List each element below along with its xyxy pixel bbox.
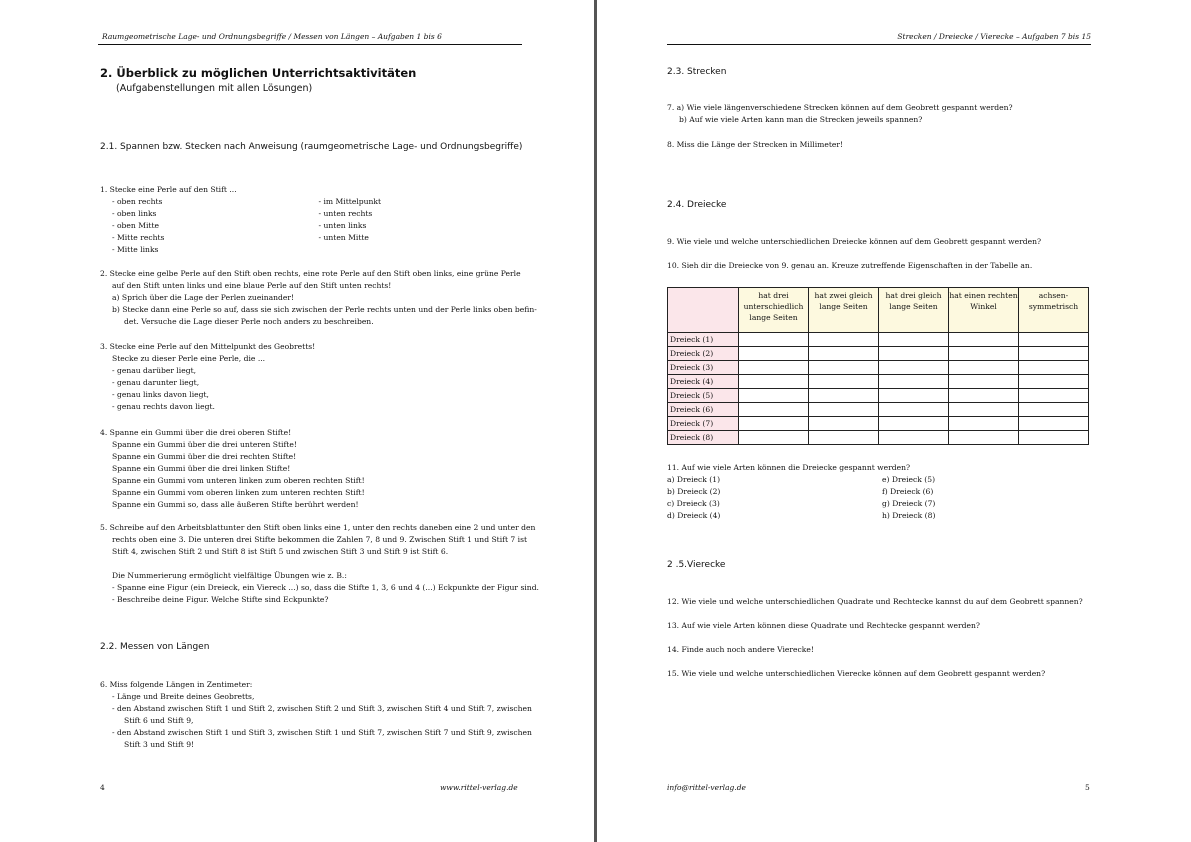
column-header: hat zwei gleich lange Seiten xyxy=(809,288,879,333)
text-line: a) Sprich über die Lage der Perlen zueinander! xyxy=(112,293,295,302)
text-line: - genau darunter liegt, xyxy=(112,378,200,387)
checkbox-cell[interactable] xyxy=(1019,431,1089,445)
task-1-intro: 1. Stecke eine Perle auf den Stift ... xyxy=(100,185,237,194)
text-line: b) Auf wie viele Arten kann man die Strecken jeweils spannen? xyxy=(679,115,923,124)
task-11-col1 xyxy=(667,474,882,522)
checkbox-cell[interactable] xyxy=(879,347,949,361)
text-line: Die Nummerierung ermöglicht vielfältige Übungen wie z. B.: xyxy=(112,571,347,580)
task-11-col2 xyxy=(882,474,1097,522)
task-2 xyxy=(100,268,540,328)
section-heading-2-3: 2.3. Strecken xyxy=(667,67,727,77)
list-item: - im Mittelpunkt xyxy=(318,197,382,206)
row-label: Dreieck (3) xyxy=(668,361,739,375)
list-item: - oben links xyxy=(112,209,157,218)
text-line: 6. Miss folgende Längen in Zentimeter: xyxy=(100,680,253,689)
text-line: Stift 3 und Stift 9! xyxy=(124,740,195,749)
checkbox-cell[interactable] xyxy=(1019,389,1089,403)
left-page xyxy=(0,0,594,842)
text-line: 4. Spanne ein Gummi über die drei oberen Stifte! xyxy=(100,428,292,437)
right-page-header: Strecken / Dreiecke / Vierecke – Aufgaben 7 bis 15 xyxy=(897,32,1091,41)
checkbox-cell[interactable] xyxy=(739,347,809,361)
text-line: - Spanne eine Figur (ein Dreieck, ein Viereck ...) so, dass die Stifte 1, 3, 6 und 4 (...) Eckpunkte der Figur sind. xyxy=(112,583,539,592)
checkbox-cell[interactable] xyxy=(879,417,949,431)
text-line: - genau links davon liegt, xyxy=(112,390,209,399)
row-label: Dreieck (1) xyxy=(668,333,739,347)
task-5 xyxy=(100,522,540,606)
table-corner-cell xyxy=(668,288,739,333)
checkbox-cell[interactable] xyxy=(739,417,809,431)
task-6 xyxy=(100,679,540,751)
list-item: a) Dreieck (1) xyxy=(667,475,721,484)
task-13: 13. Auf wie viele Arten können diese Quadrate und Rechtecke gespannt werden? xyxy=(667,621,980,630)
text-line: - Beschreibe deine Figur. Welche Stifte sind Eckpunkte? xyxy=(112,595,329,604)
section-heading-2-4: 2.4. Dreiecke xyxy=(667,200,727,210)
text-line: Spanne ein Gummi vom unteren linken zum oberen rechten Stift! xyxy=(112,476,365,485)
task-7 xyxy=(667,102,1107,126)
task-4 xyxy=(100,427,525,511)
text-line: Spanne ein Gummi so, dass alle äußeren Stifte berührt werden! xyxy=(112,500,359,509)
section-heading-2-5: 2 .5.Vierecke xyxy=(667,560,726,570)
row-label: Dreieck (4) xyxy=(668,375,739,389)
checkbox-cell[interactable] xyxy=(949,375,1019,389)
row-label: Dreieck (5) xyxy=(668,389,739,403)
checkbox-cell[interactable] xyxy=(809,431,879,445)
text-line: 5. Schreibe auf den Arbeitsblattunter den Stift oben links eine 1, unter den rechts daneben eine 2 und unter den xyxy=(100,523,536,532)
section-heading-2-2: 2.2. Messen von Längen xyxy=(100,642,210,652)
checkbox-cell[interactable] xyxy=(879,375,949,389)
text-line: Spanne ein Gummi vom oberen linken zum unteren rechten Stift! xyxy=(112,488,365,497)
footer-email: info@rittel-verlag.de xyxy=(667,783,746,792)
row-label: Dreieck (7) xyxy=(668,417,739,431)
task-12: 12. Wie viele und welche unterschiedlichen Quadrate und Rechtecke kannst du auf dem Geobrett spannen? xyxy=(667,597,1083,606)
footer-url: www.rittel-verlag.de xyxy=(440,783,518,792)
task-10: 10. Sieh dir die Dreiecke von 9. genau an. Kreuze zutreffende Eigenschaften in der Tabelle an. xyxy=(667,261,1033,270)
text-line: Spanne ein Gummi über die drei rechten Stifte! xyxy=(112,452,297,461)
checkbox-cell[interactable] xyxy=(1019,403,1089,417)
checkbox-cell[interactable] xyxy=(949,403,1019,417)
checkbox-cell[interactable] xyxy=(809,389,879,403)
task-1-col1 xyxy=(112,196,319,256)
text-line: Spanne ein Gummi über die drei unteren Stifte! xyxy=(112,440,297,449)
text-line: 2. Stecke eine gelbe Perle auf den Stift oben rechts, eine rote Perle auf den Stift oben links, eine grüne Perle xyxy=(100,269,521,278)
checkbox-cell[interactable] xyxy=(949,361,1019,375)
task-1 xyxy=(100,184,525,256)
checkbox-cell[interactable] xyxy=(739,403,809,417)
text-line: Stift 4, zwischen Stift 2 und Stift 8 ist Stift 5 und zwischen Stift 3 und Stift 9 ist Stift 6. xyxy=(112,547,449,556)
checkbox-cell[interactable] xyxy=(879,431,949,445)
text-line: Stecke zu dieser Perle eine Perle, die ... xyxy=(112,354,266,363)
table-row xyxy=(668,333,1089,347)
text-line: 7. a) Wie viele längenverschiedene Strecken können auf dem Geobrett gespannt werden? xyxy=(667,103,1013,112)
page-number: 5 xyxy=(1085,783,1090,792)
list-item: - unten rechts xyxy=(318,209,373,218)
checkbox-cell[interactable] xyxy=(879,403,949,417)
checkbox-cell[interactable] xyxy=(1019,375,1089,389)
checkbox-cell[interactable] xyxy=(879,333,949,347)
checkbox-cell[interactable] xyxy=(739,333,809,347)
text-line: auf den Stift unten links und eine blaue Perle auf den Stift unten rechts! xyxy=(112,281,392,290)
task-1-col2 xyxy=(319,196,526,256)
text-line: Spanne ein Gummi über die drei linken Stifte! xyxy=(112,464,291,473)
table-row xyxy=(668,417,1089,431)
list-item: - oben rechts xyxy=(112,197,163,206)
row-label: Dreieck (8) xyxy=(668,431,739,445)
column-header: hat drei gleich lange Seiten xyxy=(879,288,949,333)
task-11-intro: 11. Auf wie viele Arten können die Dreiecke gespannt werden? xyxy=(667,463,911,472)
page-number: 4 xyxy=(100,783,105,792)
checkbox-cell[interactable] xyxy=(739,375,809,389)
page-title: 2. Überblick zu möglichen Unterrichtsaktivitäten xyxy=(100,66,417,80)
checkbox-cell[interactable] xyxy=(949,347,1019,361)
checkbox-cell[interactable] xyxy=(739,389,809,403)
list-item: - Mitte rechts xyxy=(112,233,165,242)
checkbox-cell[interactable] xyxy=(809,347,879,361)
text-line: - genau rechts davon liegt. xyxy=(112,402,215,411)
checkbox-cell[interactable] xyxy=(809,417,879,431)
checkbox-cell[interactable] xyxy=(1019,417,1089,431)
page-subtitle: (Aufgabenstellungen mit allen Lösungen) xyxy=(116,83,313,94)
checkbox-cell[interactable] xyxy=(809,403,879,417)
task-14: 14. Finde auch noch andere Vierecke! xyxy=(667,645,814,654)
text-line: - genau darüber liegt, xyxy=(112,366,197,375)
list-item: b) Dreieck (2) xyxy=(667,487,721,496)
column-header: hat einen rechten Winkel xyxy=(949,288,1019,333)
checkbox-cell[interactable] xyxy=(739,431,809,445)
section-heading-2-1: 2.1. Spannen bzw. Stecken nach Anweisung (raumgeometrische Lage- und Ordnungsbegriffe) xyxy=(100,142,523,152)
text-line: b) Stecke dann eine Perle so auf, dass sie sich zwischen der Perle rechts unten und der Perle links oben befin- xyxy=(112,305,537,314)
task-8: 8. Miss die Länge der Strecken in Millimeter! xyxy=(667,140,844,149)
task-15: 15. Wie viele und welche unterschiedlichen Vierecke können auf dem Geobrett gespannt werden? xyxy=(667,669,1046,678)
text-line: 3. Stecke eine Perle auf den Mittelpunkt des Geobretts! xyxy=(100,342,316,351)
column-header: hat drei unterschiedlich lange Seiten xyxy=(739,288,809,333)
text-line: - den Abstand zwischen Stift 1 und Stift 3, zwischen Stift 1 und Stift 7, zwischen Stift 7 und Stift 9, zwischen xyxy=(112,728,532,737)
list-item: h) Dreieck (8) xyxy=(882,511,936,520)
table-row xyxy=(668,361,1089,375)
checkbox-cell[interactable] xyxy=(949,389,1019,403)
list-item: f) Dreieck (6) xyxy=(882,487,934,496)
left-page-header: Raumgeometrische Lage- und Ordnungsbegriffe / Messen von Längen – Aufgaben 1 bis 6 xyxy=(102,32,442,41)
list-item: - unten Mitte xyxy=(318,233,369,242)
task-3 xyxy=(100,341,525,413)
header-rule xyxy=(98,44,522,45)
text-line: rechts oben eine 3. Die unteren drei Stifte bekommen die Zahlen 7, 8 und 9. Zwischen Stift 1 und Stift 7 ist xyxy=(112,535,528,544)
checkbox-cell[interactable] xyxy=(1019,347,1089,361)
properties-table xyxy=(667,287,1089,445)
header-rule xyxy=(667,44,1091,45)
column-header: achsen-symmetrisch xyxy=(1019,288,1089,333)
text-line: Stift 6 und Stift 9, xyxy=(124,716,194,725)
list-item: d) Dreieck (4) xyxy=(667,511,721,520)
list-item: c) Dreieck (3) xyxy=(667,499,720,508)
checkbox-cell[interactable] xyxy=(879,389,949,403)
table-row xyxy=(668,389,1089,403)
checkbox-cell[interactable] xyxy=(949,417,1019,431)
table-body xyxy=(668,333,1089,445)
row-label: Dreieck (6) xyxy=(668,403,739,417)
checkbox-cell[interactable] xyxy=(739,361,809,375)
table-row xyxy=(668,431,1089,445)
right-page xyxy=(597,0,1191,842)
table-row xyxy=(668,403,1089,417)
text-line: det. Versuche die Lage dieser Perle noch anders zu beschreiben. xyxy=(124,317,374,326)
checkbox-cell[interactable] xyxy=(949,333,1019,347)
table-row xyxy=(668,347,1089,361)
checkbox-cell[interactable] xyxy=(879,361,949,375)
checkbox-cell[interactable] xyxy=(809,333,879,347)
task-9: 9. Wie viele und welche unterschiedlichen Dreiecke können auf dem Geobrett gespannt werden? xyxy=(667,237,1042,246)
list-item: g) Dreieck (7) xyxy=(882,499,936,508)
checkbox-cell[interactable] xyxy=(949,431,1019,445)
list-item: - unten links xyxy=(318,221,367,230)
list-item: - Mitte links xyxy=(112,245,159,254)
checkbox-cell[interactable] xyxy=(1019,361,1089,375)
checkbox-cell[interactable] xyxy=(809,361,879,375)
table-row xyxy=(668,375,1089,389)
text-line: - Länge und Breite deines Geobretts, xyxy=(112,692,255,701)
text-line: - den Abstand zwischen Stift 1 und Stift 2, zwischen Stift 2 und Stift 3, zwischen Stift 4 und Stift 7, zwischen xyxy=(112,704,532,713)
row-label: Dreieck (2) xyxy=(668,347,739,361)
table-header-row xyxy=(668,288,1089,333)
list-item: e) Dreieck (5) xyxy=(882,475,936,484)
task-11 xyxy=(667,462,1107,522)
list-item: - oben Mitte xyxy=(112,221,160,230)
checkbox-cell[interactable] xyxy=(809,375,879,389)
checkbox-cell[interactable] xyxy=(1019,333,1089,347)
